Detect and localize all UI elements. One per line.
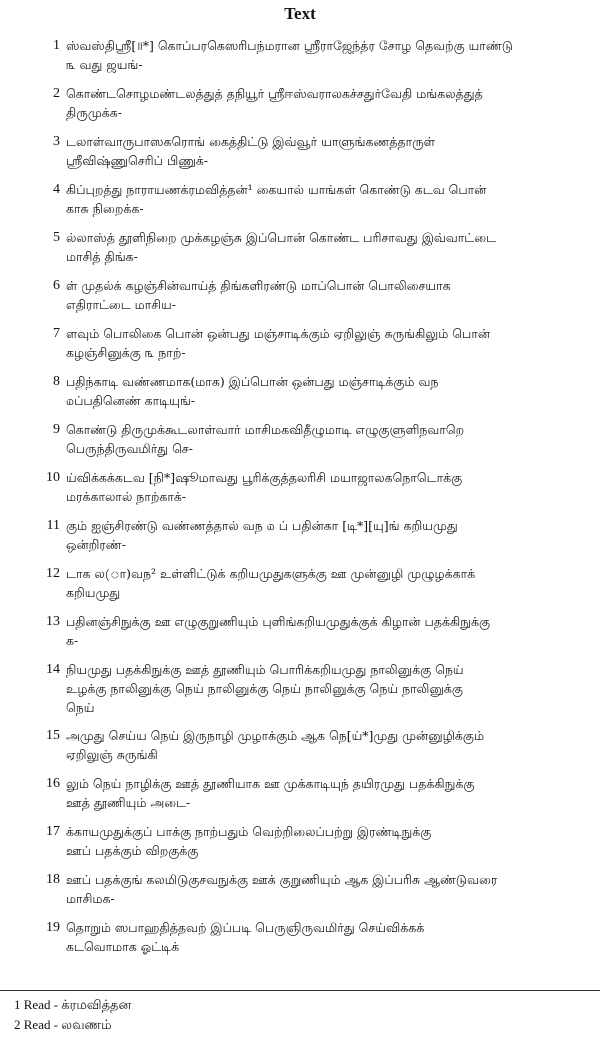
line-number: 17: [46, 824, 60, 839]
text-line: [0, 324, 600, 372]
text-line: [0, 372, 600, 420]
footnote: 2 Read - லவணம்: [14, 1017, 112, 1032]
text-line: [0, 468, 600, 516]
line-number: 16: [46, 776, 60, 791]
line-text-segment: ஸ்வஸ்திஸ்ரீ[॥*] கொப்பரகெஸரிபந்மரான ஸ்ரீராஜேந்த்ர சோழ தெவற்கு யாண்டு: [66, 38, 513, 53]
text-line: [0, 84, 600, 132]
line-number: 14: [46, 662, 60, 677]
line-text-segment: ஊத் தூணியும் அடை-: [66, 795, 191, 810]
line-text: [66, 660, 600, 717]
line-text-segment: தொறும் ஸபாஹதித்தவற் இப்படி பெருஞிருவமிர்து செய்விக்கக்: [66, 920, 425, 935]
line-text-segment: திருமுக்க-: [66, 105, 122, 120]
line-number: 6: [53, 278, 60, 293]
text-line: [0, 612, 600, 660]
line-text-segment: ௩ வது ஜயங்-: [66, 57, 143, 72]
line-text-segment: ௰ப்பதினெண் காடியுங்-: [66, 393, 196, 408]
line-text: [66, 228, 600, 266]
line-text: [66, 822, 600, 860]
line-number: 12: [46, 566, 60, 581]
text-line: [0, 726, 600, 774]
line-text-segment: மரக்காலால் நாற்காக்-: [66, 489, 187, 504]
line-text-segment: ஏறிலுஞ் சுருங்கி: [66, 747, 158, 762]
line-text-segment: ஊப் பதக்கும் விறகுக்கு: [66, 843, 199, 858]
footnote: 1 Read - க்ரமவித்தன: [14, 997, 132, 1012]
text-line: [0, 36, 600, 84]
text-line: [0, 918, 600, 966]
line-text-segment: கொண்டசொழமண்டலத்துத் தநியூர் ஸ்ரீஈஸ்வராலகச்சதுர்வேதி மங்கலத்துத்: [66, 86, 483, 101]
text-line: [0, 132, 600, 180]
line-text-segment: பெருந்திருவமிர்து செ-: [66, 441, 193, 456]
line-text-segment: மாசித் திங்க-: [66, 249, 138, 264]
line-text: [66, 726, 600, 764]
line-text-segment: டலாள்வாருபாஸகரொங் கைத்திட்டு இவ்வூர் யாளுங்கணத்தாருள்: [66, 134, 436, 149]
line-number: 15: [46, 728, 60, 743]
line-text-segment: பதிந்காடி வண்ணமாக(மாக) இப்பொன் ஒன்பது மஞ்சாடிக்கும் வந: [66, 374, 439, 389]
line-text: [66, 36, 600, 74]
page-heading: Text: [284, 4, 316, 23]
line-text: [66, 180, 600, 218]
line-text-segment: டாக ல(ா)வந² உள்ளிட்டுக் கறியமுதுகளுக்கு ஊ முன்னுழி முழுழக்காக்: [66, 566, 476, 581]
line-text-segment: ளவும் பொலிகை பொன் ஒன்பது மஞ்சாடிக்கும் ஏறிலுஞ் சுருங்கிலும் பொன்: [66, 326, 490, 341]
text-line: [0, 822, 600, 870]
line-number: 2: [53, 86, 60, 101]
line-text-segment: மாசிமக-: [66, 891, 115, 906]
text-line: [0, 180, 600, 228]
line-text: [66, 564, 600, 602]
line-number: 3: [53, 134, 60, 149]
text-line: [0, 774, 600, 822]
line-text: [66, 468, 600, 506]
line-number: 19: [46, 920, 60, 935]
text-line: [0, 516, 600, 564]
line-text: [66, 84, 600, 122]
line-text-segment: கழஞ்சினுக்கு ௩ நாற்-: [66, 345, 186, 360]
line-text-segment: நியமுது பதக்கிநுக்கு ஊத் தூணியும் பொரிக்கறியமுது நாலினுக்கு நெய்: [66, 662, 464, 677]
line-text-segment: உழக்கு நாலினுக்கு நெய் நாலினுக்கு நெய் நாலினுக்கு நெய் நாலினுக்கு: [66, 681, 463, 696]
text-line: [0, 228, 600, 276]
line-text-segment: ஊப் பதக்குங் கலமிடுகுசவநுக்கு ஊக் குறுணியும் ஆக இப்பரிசு ஆண்டுவரை: [66, 872, 498, 887]
line-text-segment: லும் நெய் நாழிக்கு ஊத் தூணியாக ஊ முக்காடியுந் தயிரமுது பதக்கிநுக்கு: [66, 776, 475, 791]
line-text: [66, 774, 600, 812]
line-text: [66, 918, 600, 956]
text-line: [0, 276, 600, 324]
line-text: [66, 132, 600, 170]
line-number: 10: [46, 470, 60, 485]
line-text-segment: நெய்: [66, 700, 95, 715]
line-number: 5: [53, 230, 60, 245]
inscription-text: [0, 36, 600, 966]
text-line: [0, 420, 600, 468]
text-line: [0, 660, 600, 726]
line-text-segment: அமுது செய்ய நெய் இருநாழி முழாக்கும் ஆக நெ[ய்*]முது முன்னுழிக்கும்: [66, 728, 485, 743]
text-line: [0, 564, 600, 612]
line-text-segment: பதினஞ்சிநுக்கு ஊ எழுகுறுணியும் புளிங்கறியமுதுக்குக் கிழான் பதக்கிநுக்கு: [66, 614, 491, 629]
line-number: 13: [46, 614, 60, 629]
line-text-segment: எதிராட்டை மாசிய-: [66, 297, 177, 312]
line-text-segment: ல்லாஸ்த் தூளிநிறை முக்கழஞ்சு இப்பொன் கொண்ட பரிசாவது இவ்வாட்டை: [66, 230, 497, 245]
line-text: [66, 276, 600, 314]
line-text-segment: கடவொமாக ஓட்டிக்: [66, 939, 180, 954]
line-text-segment: கும் ஐஞ்சிரண்டு வண்ணத்தால் வந ௰ ப் பதின்கா [டி*][யு]ங் கறியமுது: [66, 518, 458, 533]
line-text-segment: ஸ்ரீவிஷ்ணுசெரிப் பிணுக்-: [66, 153, 209, 168]
line-text-segment: ய்விக்கக்கடவ [நி*]ஷூமாவது பூரிக்குத்தலரிசி மயாஜாலகநொடொக்கு: [66, 470, 463, 485]
line-number: 8: [53, 374, 60, 389]
line-text-segment: ள் முதல்க் கழஞ்சின்வாய்த் திங்களிரண்டு மாப்பொன் பொலிசையாக: [66, 278, 451, 293]
line-text: [66, 870, 600, 908]
line-number: 18: [46, 872, 60, 887]
footnotes: [0, 990, 600, 1035]
line-text-segment: கிப்புறத்து நாராயணக்ரமவித்தன்¹ கையால் யாங்கள் கொண்டு கடவ பொன்: [66, 182, 487, 197]
line-text-segment: கறியமுது: [66, 585, 121, 600]
text-line: [0, 870, 600, 918]
line-number: 11: [46, 518, 60, 533]
line-number: 9: [53, 422, 60, 437]
line-number: 1: [53, 38, 60, 53]
line-text: [66, 372, 600, 410]
line-text: [66, 516, 600, 554]
line-number: 4: [53, 182, 60, 197]
line-text-segment: கொண்டு திருமுக்கூடலாள்வார் மாசிமகவிதீழுமாடி எழுகுளுளிநவாறெ: [66, 422, 465, 437]
line-text-segment: காசு நிறைக்க-: [66, 201, 144, 216]
line-text: [66, 324, 600, 362]
line-text-segment: க்காயமுதுக்குப் பாக்கு நாற்பதும் வெற்றிலைப்பற்று இரண்டிநுக்கு: [66, 824, 432, 839]
line-text-segment: க-: [66, 633, 79, 648]
line-text: [66, 612, 600, 650]
line-text-segment: ஒன்றிரண்-: [66, 537, 126, 552]
line-text: [66, 420, 600, 458]
line-number: 7: [53, 326, 60, 341]
